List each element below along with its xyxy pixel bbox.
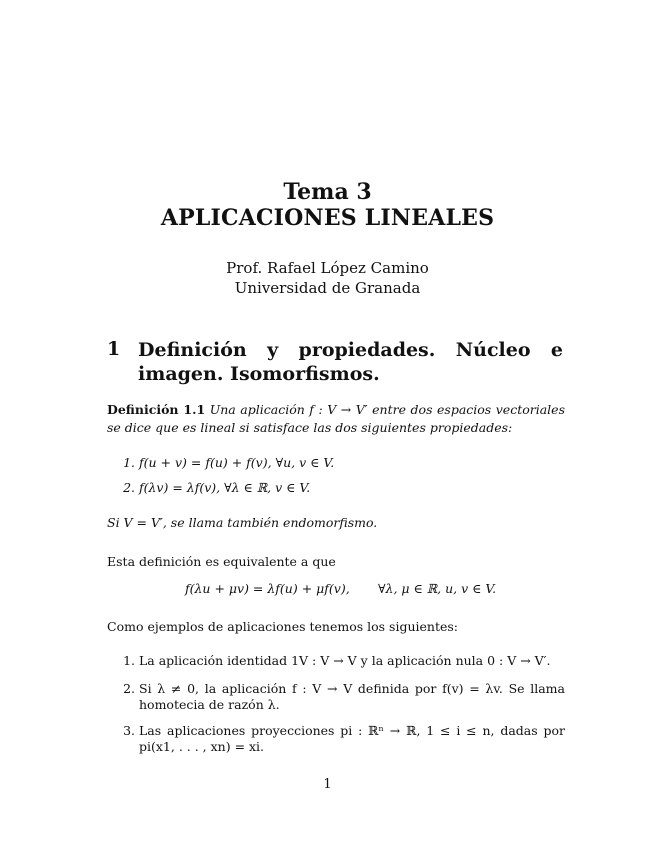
list-item-number: 1. [123,653,135,668]
list-item-number: 2. [123,480,135,495]
list-item-text: f(u + v) = f(u) + f(v), ∀u, v ∈ V. [139,455,335,470]
examples-list [107,653,565,763]
list-item-text: Si λ ≠ 0, la aplicación f : V → V definida por f(v) = λv. Se llama homotecia de razón λ. [139,681,565,712]
equivalence-formula: f(λu + μv) = λf(u) + μf(v), [185,581,350,596]
list-item [107,653,565,669]
page-number: 1 [323,777,332,792]
list-item [107,455,565,471]
document-title-line2: APLICACIONES LINEALES [160,205,495,231]
section-number: 1 [107,338,121,360]
list-item [107,681,565,713]
list-item-text: Las aplicaciones proyecciones pi : ℝⁿ → ℝ, 1 ≤ i ≤ n, dadas por pi(x1, . . . , xn) = xi. [139,723,565,754]
equivalence-intro: Esta definición es equivalente a que [107,554,336,569]
list-item-text: La aplicación identidad 1V : V → V y la aplicación nula 0 : V → V′. [139,653,551,668]
equivalence-condition: ∀λ, μ ∈ ℝ, u, v ∈ V. [378,581,497,596]
list-item [107,480,565,496]
definition-properties [107,455,565,495]
list-item [107,723,565,755]
document-title-line1: Tema 3 [283,179,372,205]
examples-intro: Como ejemplos de aplicaciones tenemos los siguientes: [107,619,459,634]
list-item-number: 1. [123,455,135,470]
list-item-text: f(λv) = λf(v), ∀λ ∈ ℝ, v ∈ V. [139,480,311,495]
definition-remark: Si V = V′, se llama también endomorfismo. [107,515,378,530]
list-item-number: 2. [123,681,135,696]
section-title: Definición y propiedades. Núcleo e imagen. Isomorfismos. [138,339,563,385]
definition-block [107,401,565,437]
definition-text: Una aplicación f : V → V′ entre dos espacios vectoriales se dice que es lineal si satisface las dos siguientes propiedades: [107,402,565,435]
author-name: Prof. Rafael López Camino [226,259,429,277]
definition-label: Definición 1.1 [107,402,206,417]
author-affiliation: Universidad de Granada [234,279,421,297]
list-item-number: 3. [123,723,135,738]
